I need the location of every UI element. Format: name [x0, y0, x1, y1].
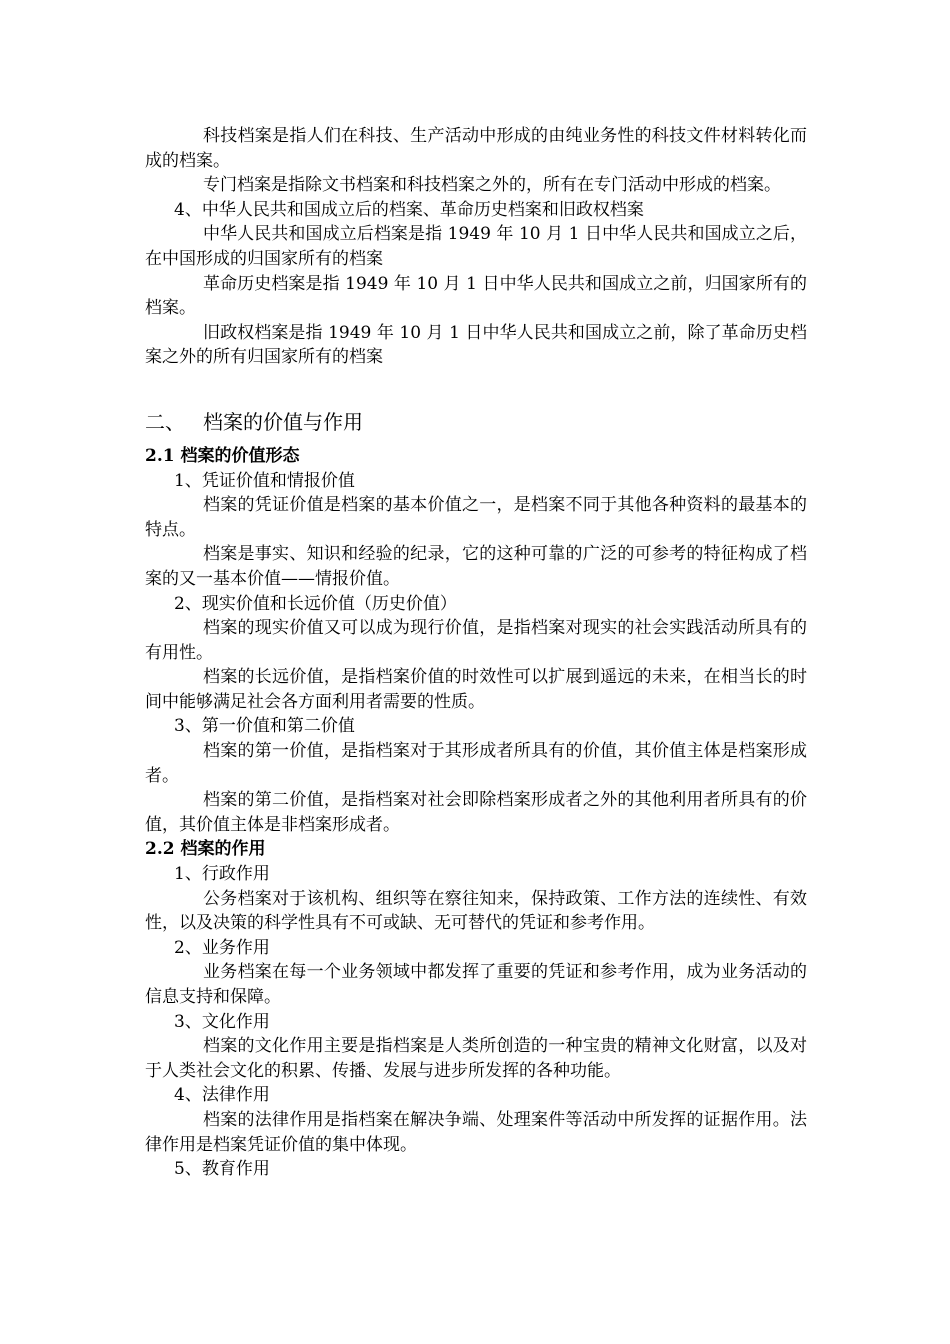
paragraph: 档案的第一价值，是指档案对于其形成者所具有的价值，其价值主体是档案形成者。	[145, 741, 807, 786]
paragraph-special-archives: 专门档案是指除文书档案和科技档案之外的，所有在专门活动中形成的档案。	[203, 175, 781, 196]
paragraph: 档案的现实价值又可以成为现行价值，是指档案对现实的社会实践活动所具有的有用性。	[145, 618, 807, 663]
paragraph: 档案的凭证价值是档案的基本价值之一，是档案不同于其他各种资料的最基本的特点。	[145, 495, 807, 540]
paragraph: 公务档案对于该机构、组织等在察往知来，保持政策、工作方法的连续性、有效性，以及决策的科学性具有不可或缺、无可替代的凭证和参考作用。	[145, 888, 807, 934]
paragraph: 业务档案在每一个业务领域中都发挥了重要的凭证和参考作用，成为业务活动的信息支持和保障。	[145, 962, 807, 1007]
list-item-1: 1、凭证价值和情报价值	[174, 470, 355, 491]
paragraph: 档案的长远价值，是指档案价值的时效性可以扩展到遥远的未来，在相当长的时间中能够满足社会各方面利用者需要的性质。	[145, 667, 807, 712]
paragraph: 档案的文化作用主要是指档案是人类所创造的一种宝贵的精神文化财富，以及对于人类社会文化的积累、传播、发展与进步所发挥的各种功能。	[145, 1036, 807, 1081]
paragraph-revolution-archives: 革命历史档案是指 1949 年 10 月 1 日中华人民共和国成立之前，归国家所有的档案。	[145, 273, 807, 319]
paragraph-old-regime-archives: 旧政权档案是指 1949 年 10 月 1 日中华人民共和国成立之前，除了革命历史档案之外的所有归国家所有的档案	[145, 322, 807, 368]
list-item-1: 1、行政作用	[174, 864, 270, 885]
paragraph: 档案是事实、知识和经验的纪录，它的这种可靠的广泛的可参考的特征构成了档案的又一基本价值——情报价值。	[145, 544, 807, 589]
subsection-heading-2-2: 2.2 档案的作用	[145, 839, 266, 860]
list-item-4: 4、法律作用	[174, 1085, 270, 1106]
document-page	[145, 124, 807, 1182]
list-item-2: 2、现实价值和长远价值（历史价值）	[174, 593, 457, 614]
list-item-4: 4、中华人民共和国成立后的档案、革命历史档案和旧政权档案	[174, 199, 644, 220]
paragraph: 档案的法律作用是指档案在解决争端、处理案件等活动中所发挥的证据作用。法律作用是档案凭证价值的集中体现。	[145, 1109, 807, 1155]
list-item-2: 2、业务作用	[174, 937, 270, 958]
subsection-heading-2-1: 2.1 档案的价值形态	[145, 445, 300, 466]
section-heading	[145, 408, 807, 436]
list-item-3: 3、第一价值和第二价值	[174, 716, 355, 737]
paragraph-tech-archives: 科技档案是指人们在科技、生产活动中形成的由纯业务性的科技文件材料转化而成的档案。	[145, 126, 807, 171]
list-item-3: 3、文化作用	[174, 1011, 270, 1032]
paragraph: 档案的第二价值，是指档案对社会即除档案形成者之外的其他利用者所具有的价值，其价值主体是非档案形成者。	[145, 790, 807, 835]
section-number: 二、	[145, 409, 185, 434]
list-item-5: 5、教育作用	[174, 1159, 270, 1180]
paragraph-prc-archives: 中华人民共和国成立后档案是指 1949 年 10 月 1 日中华人民共和国成立之后，在中国形成的归国家所有的档案	[145, 224, 807, 269]
section-title: 档案的价值与作用	[203, 409, 363, 434]
